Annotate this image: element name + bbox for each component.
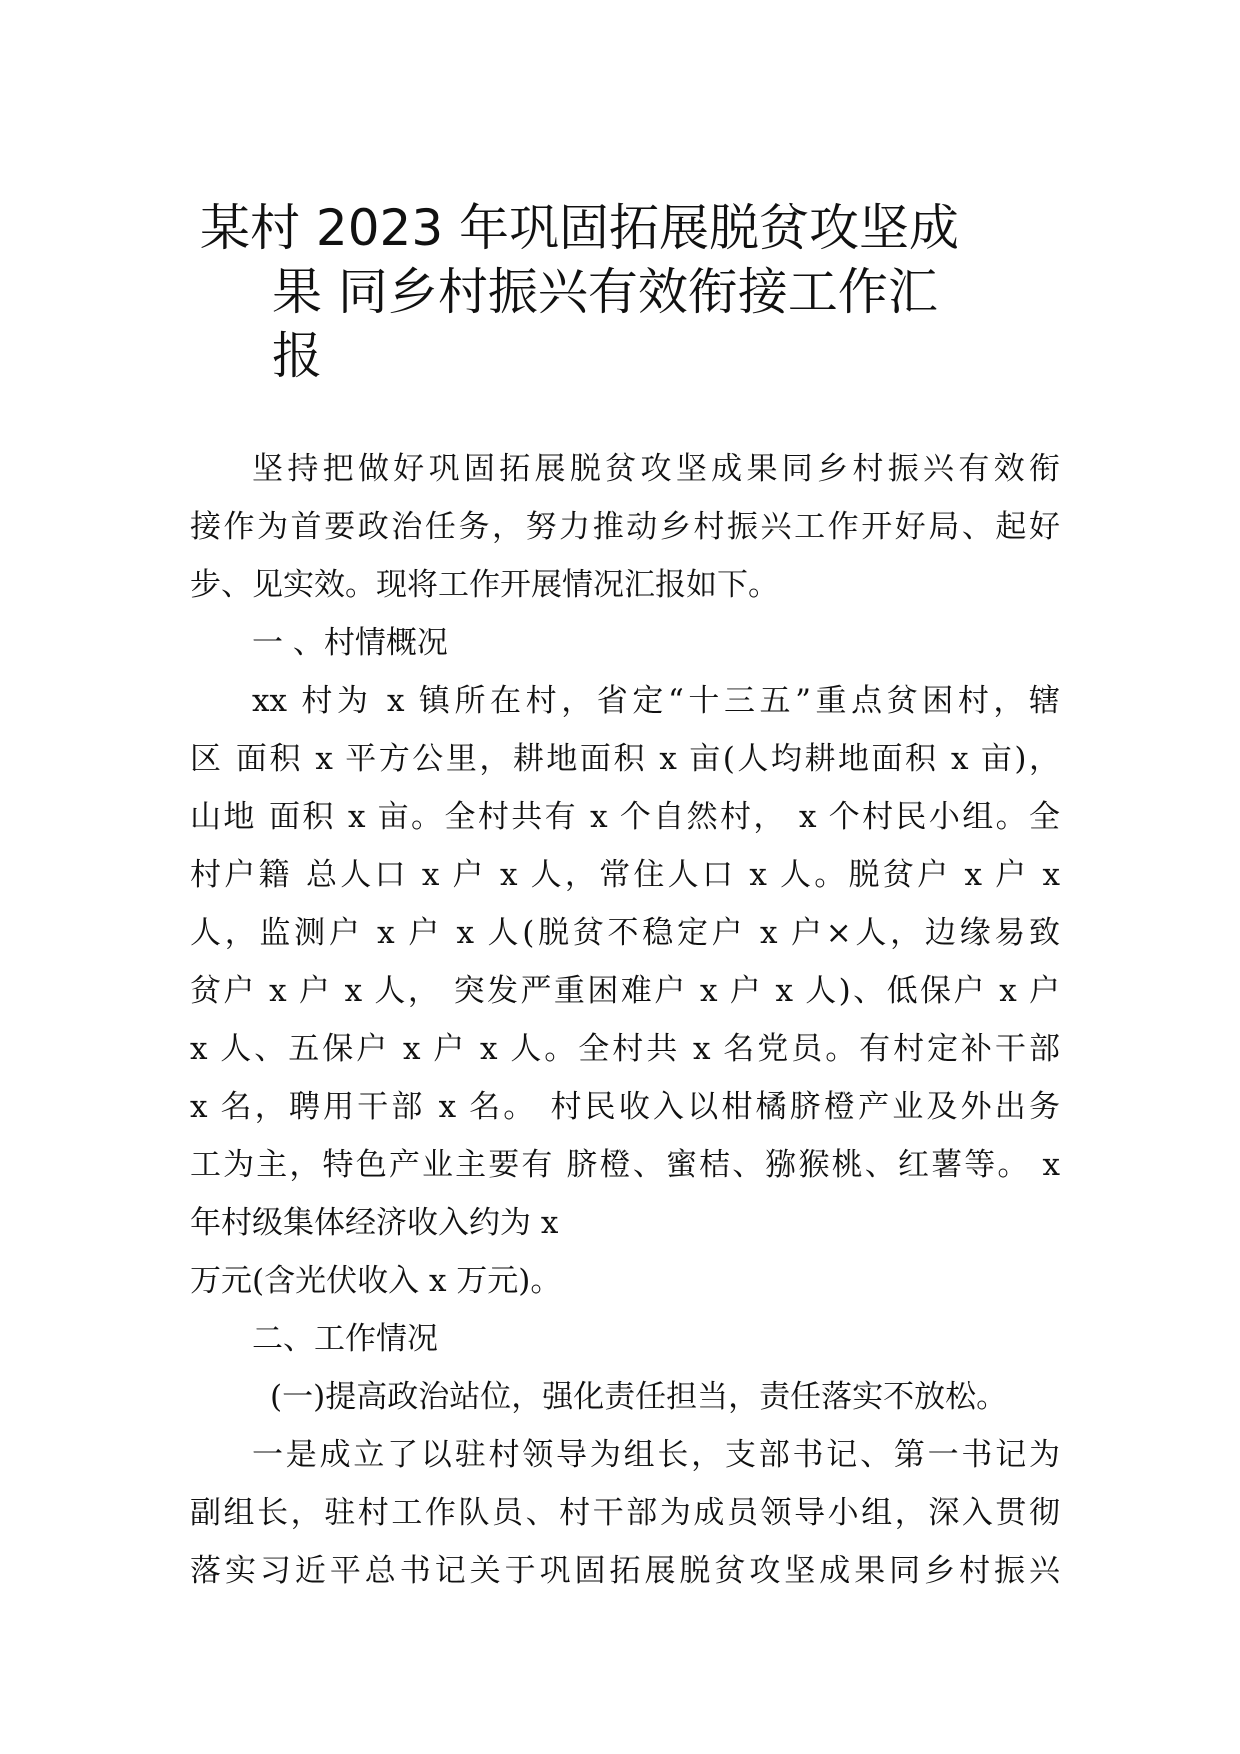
text-line: 一是成立了以驻村领导为组长，支部书记、第一书记为 [252, 1437, 1060, 1473]
text-line: x 人、五保户 x 户 x 人。全村共 x 名党员。有村定补干部 [190, 1031, 1060, 1067]
text-line: xx 村为 x 镇所在村，省定“十三五”重点贫困村，辖 [252, 683, 1060, 719]
document-title [200, 196, 1060, 388]
text-line: 年村级集体经济收入约为 x [190, 1205, 559, 1241]
text-line: 村户籍 总人口 x 户 x 人，常住人口 x 人。脱贫户 x 户 x [190, 857, 1060, 893]
text-line: 万元(含光伏收入 x 万元)。 [190, 1263, 562, 1299]
text-line: 区 面积 x 平方公里，耕地面积 x 亩(人均耕地面积 x 亩)， [190, 741, 1060, 777]
text-line: 人，监测户 x 户 x 人(脱贫不稳定户 x 户×人，边缘易致 [190, 915, 1060, 951]
text-line: 接作为首要政治任务，努力推动乡村振兴工作开好局、起好 [190, 509, 1060, 545]
text-line: x 名，聘用干部 x 名。 村民收入以柑橘脐橙产业及外出务 [190, 1089, 1060, 1125]
subsection-heading-1: (一)提高政治站位，强化责任担当，责任落实不放松。 [270, 1379, 1008, 1415]
work-paragraph [190, 1426, 1060, 1600]
text-line: 步、见实效。现将工作开展情况汇报如下。 [190, 567, 779, 603]
title-line: 报 [272, 327, 322, 385]
text-line: 山地 面积 x 亩。全村共有 x 个自然村， x 个村民小组。全 [190, 799, 1060, 835]
document-body [190, 440, 1060, 1600]
text-line: 工为主，特色产业主要有 脐橙、蜜桔、猕猴桃、红薯等。 x [190, 1147, 1060, 1183]
text-line: 副组长，驻村工作队员、村干部为成员领导小组，深入贯彻 [190, 1495, 1060, 1531]
text-line: 落实习近平总书记关于巩固拓展脱贫攻坚成果同乡村振兴 [190, 1553, 1060, 1589]
section-heading-2: 二、工作情况 [252, 1321, 438, 1357]
text-line: 坚持把做好巩固拓展脱贫攻坚成果同乡村振兴有效衔 [252, 451, 1060, 487]
section-heading-1: 一 、村情概况 [252, 625, 448, 661]
text-line: 贫户 x 户 x 人， 突发严重困难户 x 户 x 人)、低保户 x 户 [190, 973, 1060, 1009]
intro-paragraph [190, 440, 1060, 614]
title-line: 某村 2023 年巩固拓展脱贫攻坚成 [200, 199, 960, 257]
village-overview-paragraph [190, 672, 1060, 1310]
title-line: 果 同乡村振兴有效衔接工作汇 [272, 263, 938, 321]
